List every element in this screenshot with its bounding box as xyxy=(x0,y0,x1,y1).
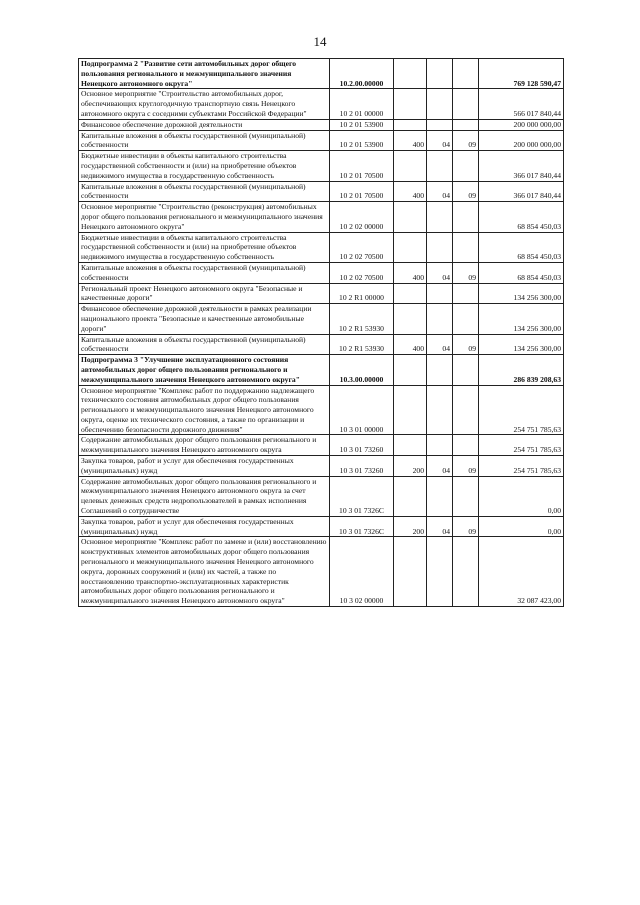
row-vr-cell xyxy=(394,59,427,89)
row-vr-cell: 400 xyxy=(394,130,427,151)
row-vr-cell xyxy=(394,232,427,262)
row-code-cell: 10 2 01 70500 xyxy=(330,151,394,181)
row-rz-cell xyxy=(427,283,453,304)
table-row xyxy=(79,232,564,262)
row-code-cell: 10 2 R1 53930 xyxy=(330,304,394,334)
row-code-cell: 10 2 02 70500 xyxy=(330,262,394,283)
row-pr-cell: 09 xyxy=(453,334,479,355)
row-pr-cell xyxy=(453,435,479,456)
row-pr-cell xyxy=(453,119,479,130)
row-rz-cell xyxy=(427,232,453,262)
row-amount-cell: 366 017 840,44 xyxy=(479,151,564,181)
row-code-cell: 10 2 02 00000 xyxy=(330,202,394,232)
row-vr-cell xyxy=(394,537,427,607)
row-name-cell: Бюджетные инвестиции в объекты капитального строительства государственной собственности и (или) на приобретение объектов недвижимого имущества в государственную собственность xyxy=(79,232,330,262)
row-code-cell: 10 2 R1 00000 xyxy=(330,283,394,304)
row-amount-cell: 769 128 590,47 xyxy=(479,59,564,89)
row-amount-cell: 68 854 450,03 xyxy=(479,202,564,232)
table-row xyxy=(79,385,564,435)
row-amount-cell: 566 017 840,44 xyxy=(479,89,564,119)
row-code-cell: 10 2 01 53900 xyxy=(330,119,394,130)
row-amount-cell: 0,00 xyxy=(479,476,564,516)
row-name-cell: Капитальные вложения в объекты государственной (муниципальной) собственности xyxy=(79,130,330,151)
table-row xyxy=(79,151,564,181)
row-rz-cell xyxy=(427,355,453,385)
row-rz-cell: 04 xyxy=(427,456,453,477)
row-name-cell: Закупка товаров, работ и услуг для обеспечения государственных (муниципальных) нужд xyxy=(79,516,330,537)
row-name-cell: Основное мероприятие "Комплекс работ по поддержанию надлежащего технического состояния автомобильных дорог общего пользования регионального и межмуниципального значения Ненецкого автономного округа, оценке их технического состояния, а также по организации и обеспечению безопасности дорожного движения" xyxy=(79,385,330,435)
row-code-cell: 10 3 01 00000 xyxy=(330,385,394,435)
row-rz-cell xyxy=(427,537,453,607)
table-row xyxy=(79,119,564,130)
row-vr-cell xyxy=(394,355,427,385)
table-row xyxy=(79,181,564,202)
row-rz-cell: 04 xyxy=(427,262,453,283)
row-code-cell: 10.2.00.00000 xyxy=(330,59,394,89)
row-pr-cell: 09 xyxy=(453,262,479,283)
row-rz-cell: 04 xyxy=(427,334,453,355)
row-code-cell: 10 2 01 70500 xyxy=(330,181,394,202)
row-pr-cell xyxy=(453,304,479,334)
row-code-cell: 10 3 01 7326C xyxy=(330,476,394,516)
table-row xyxy=(79,355,564,385)
row-vr-cell xyxy=(394,385,427,435)
row-amount-cell: 68 854 450,03 xyxy=(479,262,564,283)
row-pr-cell xyxy=(453,232,479,262)
row-amount-cell: 286 839 208,63 xyxy=(479,355,564,385)
row-pr-cell xyxy=(453,385,479,435)
table-row xyxy=(79,283,564,304)
row-amount-cell: 366 017 840,44 xyxy=(479,181,564,202)
row-pr-cell xyxy=(453,537,479,607)
row-amount-cell: 134 256 300,00 xyxy=(479,283,564,304)
row-pr-cell xyxy=(453,202,479,232)
row-rz-cell: 04 xyxy=(427,516,453,537)
row-amount-cell: 68 854 450,03 xyxy=(479,232,564,262)
table-row xyxy=(79,516,564,537)
row-rz-cell xyxy=(427,476,453,516)
row-vr-cell xyxy=(394,304,427,334)
row-code-cell: 10 2 01 53900 xyxy=(330,130,394,151)
row-code-cell: 10 3 01 73260 xyxy=(330,456,394,477)
row-vr-cell: 200 xyxy=(394,516,427,537)
page-number: 14 xyxy=(313,34,327,49)
row-amount-cell: 32 087 423,00 xyxy=(479,537,564,607)
row-pr-cell xyxy=(453,355,479,385)
table-row xyxy=(79,89,564,119)
row-vr-cell xyxy=(394,435,427,456)
row-amount-cell: 134 256 300,00 xyxy=(479,334,564,355)
row-vr-cell xyxy=(394,283,427,304)
table-row xyxy=(79,537,564,607)
row-vr-cell xyxy=(394,89,427,119)
row-rz-cell xyxy=(427,119,453,130)
row-code-cell: 10.3.00.00000 xyxy=(330,355,394,385)
row-name-cell: Основное мероприятие "Строительство (реконструкция) автомобильных дорог общего пользования регионального и межмуниципального значения Ненецкого автономного округа" xyxy=(79,202,330,232)
table-body xyxy=(79,59,564,607)
row-rz-cell xyxy=(427,304,453,334)
row-amount-cell: 200 000 000,00 xyxy=(479,130,564,151)
row-rz-cell: 04 xyxy=(427,181,453,202)
budget-table xyxy=(78,58,564,607)
row-name-cell: Содержание автомобильных дорог общего пользования регионального и межмуниципального значения Ненецкого автономного округа xyxy=(79,435,330,456)
row-vr-cell xyxy=(394,202,427,232)
row-amount-cell: 254 751 785,63 xyxy=(479,456,564,477)
row-pr-cell xyxy=(453,151,479,181)
row-code-cell: 10 2 01 00000 xyxy=(330,89,394,119)
row-vr-cell: 400 xyxy=(394,334,427,355)
row-pr-cell: 09 xyxy=(453,181,479,202)
row-name-cell: Закупка товаров, работ и услуг для обеспечения государственных (муниципальных) нужд xyxy=(79,456,330,477)
row-rz-cell xyxy=(427,385,453,435)
row-pr-cell xyxy=(453,89,479,119)
row-name-cell: Бюджетные инвестиции в объекты капитального строительства государственной собственности и (или) на приобретение объектов недвижимого имущества в государственную собственность xyxy=(79,151,330,181)
table-row xyxy=(79,262,564,283)
row-name-cell: Основное мероприятие "Комплекс работ по замене и (или) восстановлению конструктивных элементов автомобильных дорог общего пользования регионального и межмуниципального значения Ненецкого автономного округа, дорожных сооружений и (или) их частей, а также по восстановлению транспортно-эксплуатационных характеристик автомобильных дорог общего пользования регионального и межмуниципального значения Ненецкого автономного округа" xyxy=(79,537,330,607)
row-pr-cell: 09 xyxy=(453,456,479,477)
row-vr-cell: 400 xyxy=(394,181,427,202)
row-name-cell: Капитальные вложения в объекты государственной (муниципальной) собственности xyxy=(79,181,330,202)
row-rz-cell xyxy=(427,59,453,89)
row-rz-cell: 04 xyxy=(427,130,453,151)
table-row xyxy=(79,130,564,151)
row-amount-cell: 254 751 785,63 xyxy=(479,385,564,435)
row-name-cell: Подпрограмма 3 "Улучшение эксплуатационного состояния автомобильных дорог общего пользования регионального и межмуниципального значения Ненецкого автономного округа" xyxy=(79,355,330,385)
table-row xyxy=(79,59,564,89)
row-code-cell: 10 2 02 70500 xyxy=(330,232,394,262)
row-rz-cell xyxy=(427,435,453,456)
row-code-cell: 10 3 01 7326C xyxy=(330,516,394,537)
row-vr-cell xyxy=(394,476,427,516)
row-name-cell: Содержание автомобильных дорог общего пользования регионального и межмуниципального значения Ненецкого автономного округа за счет целевых денежных средств недропользователей в рамках исполнения Соглашений о сотрудничестве xyxy=(79,476,330,516)
row-name-cell: Подпрограмма 2 "Развитие сети автомобильных дорог общего пользования регионального и межмуниципального значения Ненецкого автономного округа" xyxy=(79,59,330,89)
table-row xyxy=(79,202,564,232)
row-pr-cell xyxy=(453,283,479,304)
row-name-cell: Капитальные вложения в объекты государственной (муниципальной) собственности xyxy=(79,334,330,355)
row-pr-cell xyxy=(453,476,479,516)
row-rz-cell xyxy=(427,151,453,181)
row-code-cell: 10 3 01 73260 xyxy=(330,435,394,456)
row-name-cell: Региональный проект Ненецкого автономного округа "Безопасные и качественные дороги" xyxy=(79,283,330,304)
row-amount-cell: 254 751 785,63 xyxy=(479,435,564,456)
row-amount-cell: 0,00 xyxy=(479,516,564,537)
row-vr-cell xyxy=(394,151,427,181)
row-amount-cell: 134 256 300,00 xyxy=(479,304,564,334)
row-name-cell: Финансовое обеспечение дорожной деятельности xyxy=(79,119,330,130)
row-vr-cell: 200 xyxy=(394,456,427,477)
row-amount-cell: 200 000 000,00 xyxy=(479,119,564,130)
row-vr-cell: 400 xyxy=(394,262,427,283)
table-row xyxy=(79,334,564,355)
table-row xyxy=(79,456,564,477)
table-row xyxy=(79,435,564,456)
row-name-cell: Финансовое обеспечение дорожной деятельности в рамках реализации национального проекта "Безопасные и качественные автомобильные дороги" xyxy=(79,304,330,334)
row-name-cell: Капитальные вложения в объекты государственной (муниципальной) собственности xyxy=(79,262,330,283)
row-pr-cell xyxy=(453,59,479,89)
table-row xyxy=(79,304,564,334)
row-rz-cell xyxy=(427,89,453,119)
row-pr-cell: 09 xyxy=(453,516,479,537)
row-vr-cell xyxy=(394,119,427,130)
row-code-cell: 10 3 02 00000 xyxy=(330,537,394,607)
row-rz-cell xyxy=(427,202,453,232)
table-row xyxy=(79,476,564,516)
row-code-cell: 10 2 R1 53930 xyxy=(330,334,394,355)
row-name-cell: Основное мероприятие "Строительство автомобильных дорог, обеспечивающих круглогодичную транспортную связь Ненецкого автономного округа с соседними субъектами Российской Федерации" xyxy=(79,89,330,119)
row-pr-cell: 09 xyxy=(453,130,479,151)
